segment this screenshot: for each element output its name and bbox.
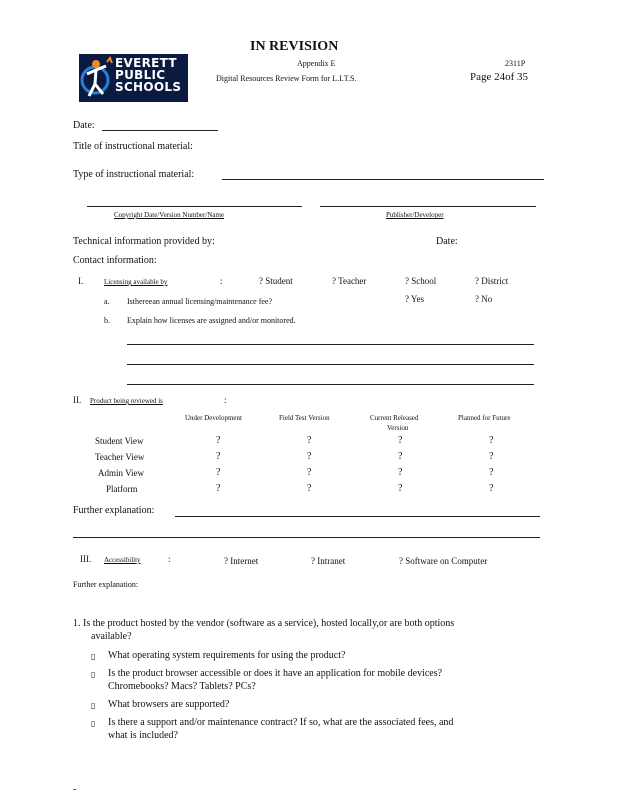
row-platform: Platform xyxy=(106,484,138,494)
tech-date-label: Date: xyxy=(436,236,458,247)
option-teacher[interactable]: ? Teacher xyxy=(332,276,367,286)
cell-checkbox[interactable]: ? xyxy=(489,451,494,462)
explain-line-3[interactable] xyxy=(127,384,534,385)
cell-checkbox[interactable]: ? xyxy=(398,467,403,478)
question-1-line-2: available? xyxy=(91,631,132,642)
cell-checkbox[interactable]: ? xyxy=(216,467,221,478)
further-explanation-line-1[interactable] xyxy=(175,516,540,517)
section-2-colon: : xyxy=(224,395,227,405)
column-field-test: Field Test Version xyxy=(279,414,330,422)
row-student-view: Student View xyxy=(95,436,144,446)
section-3-numeral: III. xyxy=(80,554,92,564)
explain-line-1[interactable] xyxy=(127,344,534,345)
cell-checkbox[interactable]: ? xyxy=(216,483,221,494)
bullet-icon: ▯ xyxy=(91,670,96,679)
type-label: Type of instructional material: xyxy=(73,169,195,180)
date-field-line[interactable] xyxy=(102,130,218,131)
row-teacher-view: Teacher View xyxy=(95,452,145,462)
contact-label: Contact information: xyxy=(73,255,157,266)
cell-checkbox[interactable]: ? xyxy=(216,435,221,446)
logo-text: EVERETT PUBLIC SCHOOLS xyxy=(115,56,182,94)
cell-checkbox[interactable]: ? xyxy=(216,451,221,462)
section-2-numeral: II. xyxy=(73,395,82,405)
column-current-released: Current Released xyxy=(370,414,419,422)
section-1-numeral: I. xyxy=(78,276,84,286)
question-1-item-3: What browsers are supported? xyxy=(108,699,230,710)
option-intranet[interactable]: ? Intranet xyxy=(311,556,346,566)
district-logo xyxy=(79,54,188,102)
publisher-field-line[interactable] xyxy=(320,206,536,207)
footer-dash: - xyxy=(73,784,77,795)
column-version: Version xyxy=(387,424,409,432)
question-1-item-1: What operating system requirements for using the product? xyxy=(108,650,346,661)
type-field-line[interactable] xyxy=(222,179,544,180)
question-1-item-2-line-2: Chromebooks? Macs? Tablets? PCs? xyxy=(108,681,256,692)
copyright-label: Copyright Date/Version Number/Name xyxy=(114,211,225,219)
option-student[interactable]: ? Student xyxy=(259,276,293,286)
cell-checkbox[interactable]: ? xyxy=(307,467,312,478)
section-1-heading: Licensing available by xyxy=(104,278,168,286)
row-admin-view: Admin View xyxy=(98,468,145,478)
section-3-colon: : xyxy=(168,554,171,564)
copyright-field-line[interactable] xyxy=(87,206,302,207)
cell-checkbox[interactable]: ? xyxy=(398,451,403,462)
cell-checkbox[interactable]: ? xyxy=(307,483,312,494)
question-1-line-1: 1. Is the product hosted by the vendor (software as a service), hosted locally,or are both options xyxy=(73,618,455,629)
further-explanation-label: Further explanation: xyxy=(73,505,155,516)
form-code: 2311P xyxy=(505,59,526,68)
cell-checkbox[interactable]: ? xyxy=(489,467,494,478)
title-label: Title of instructional material: xyxy=(73,141,193,152)
option-yes[interactable]: ? Yes xyxy=(405,294,425,304)
option-software[interactable]: ? Software on Computer xyxy=(399,556,488,566)
explain-line-2[interactable] xyxy=(127,364,534,365)
appendix-label: Appendix E xyxy=(297,59,336,68)
form-title: Digital Resources Review Form for L.I.T.S. xyxy=(216,74,357,83)
option-internet[interactable]: ? Internet xyxy=(224,556,259,566)
cell-checkbox[interactable]: ? xyxy=(489,435,494,446)
further-explanation-line-2[interactable] xyxy=(73,537,540,538)
cell-checkbox[interactable]: ? xyxy=(307,451,312,462)
cell-checkbox[interactable]: ? xyxy=(489,483,494,494)
cell-checkbox[interactable]: ? xyxy=(398,435,403,446)
column-planned-future: Planned for Future xyxy=(458,414,511,422)
question-1-item-4-line-2: what is included? xyxy=(108,730,178,741)
question-1-item-2-line-1: Is the product browser accessible or does it have an application for mobile devices? xyxy=(108,668,443,679)
bullet-icon: ▯ xyxy=(91,719,96,728)
publisher-label: Publisher/Developer xyxy=(386,211,444,219)
section-1-colon: : xyxy=(220,276,223,286)
bullet-icon: ▯ xyxy=(91,701,96,710)
section-2-heading: Product being reviewed is xyxy=(90,397,163,405)
question-a-text: Isthereean annual licensing/maintenance fee? xyxy=(127,297,273,306)
date-label: Date: xyxy=(73,120,95,131)
column-under-development: Under Development xyxy=(185,414,242,422)
tech-info-label: Technical information provided by: xyxy=(73,236,215,247)
option-district[interactable]: ? District xyxy=(475,276,509,286)
revision-heading: IN REVISION xyxy=(250,39,339,54)
question-a-letter: a. xyxy=(104,297,110,306)
bullet-icon: ▯ xyxy=(91,652,96,661)
option-school[interactable]: ? School xyxy=(405,276,437,286)
logo-figure-icon xyxy=(79,54,119,102)
question-b-text: Explain how licenses are assigned and/or monitored. xyxy=(127,316,296,325)
section-3-heading: Accessibility xyxy=(104,556,141,564)
question-b-letter: b. xyxy=(104,316,110,325)
cell-checkbox[interactable]: ? xyxy=(398,483,403,494)
cell-checkbox[interactable]: ? xyxy=(307,435,312,446)
page-number: Page 24of 35 xyxy=(470,71,529,83)
further-explanation-label-2: Further explanation: xyxy=(73,580,139,589)
option-no[interactable]: ? No xyxy=(475,294,493,304)
question-1-item-4-line-1: Is there a support and/or maintenance contract? If so, what are the associated fees, and xyxy=(108,717,454,728)
